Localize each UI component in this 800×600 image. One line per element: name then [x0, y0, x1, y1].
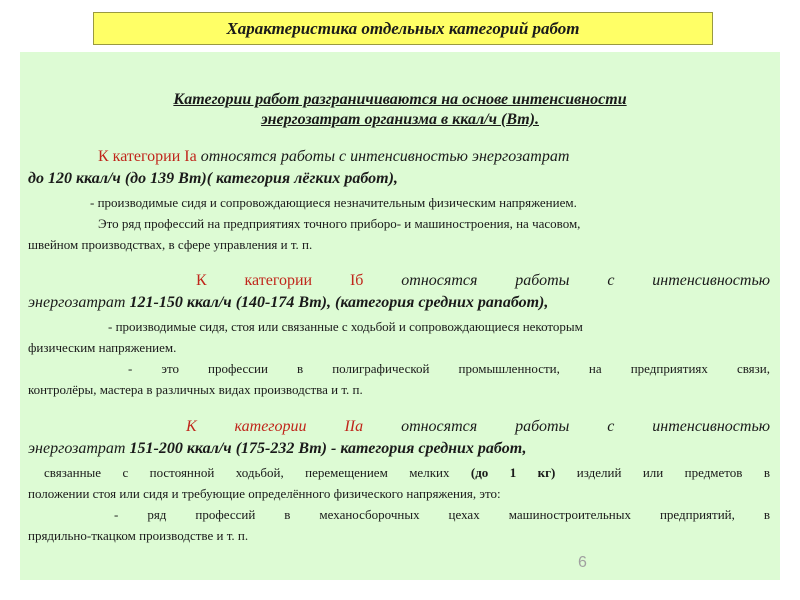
category-ia-bullet-1: - производимые сидя и сопровождающиеся незначительным физическим напряжением. — [90, 195, 577, 210]
category-ia-intro — [28, 146, 770, 190]
category-ia-line-2: до 120 ккал/ч (до 139 Вт)( категория лёгких работ), — [28, 170, 398, 187]
category-iia-text-2: положении стоя или сидя и требующие определённого физического напряжения, это: — [28, 486, 501, 501]
category-ia-label: К категории Iа — [98, 148, 197, 165]
category-ib-line-2-a: энергозатрат — [28, 294, 130, 311]
category-ib-details — [28, 316, 770, 400]
category-ib-line-1 — [28, 270, 770, 292]
category-ib-bullet-2-line-2: контролёры, мастера в различных видах производства и т. п. — [28, 382, 363, 397]
slide-title: Характеристика отдельных категорий работ — [93, 12, 713, 45]
category-ib-line-2-b: 121-150 ккал/ч (140-174 Вт), (категория средних рапабот), — [129, 294, 549, 311]
category-iia-intro — [28, 416, 770, 460]
category-iia-details — [28, 462, 770, 546]
category-ib-bullet-1-line-2: физическим напряжением. — [28, 340, 177, 355]
category-iia-text-1-c: изделий или предметов в — [576, 465, 770, 480]
category-ia-bullet-2-line-1: Это ряд профессий на предприятиях точного приборо- и машиностроения, на часовом, — [98, 216, 581, 231]
content-panel — [20, 52, 780, 580]
category-ib-bullet-1-line-1: - производимые сидя, стоя или связанные с ходьбой и сопровождающиеся некоторым — [108, 319, 583, 334]
category-iia-line-1-rest: относятся работы с интенсивностью — [401, 418, 771, 435]
category-ib-label: К категории Iб — [196, 272, 364, 289]
category-ia-line-1-rest: относятся работы с интенсивностью энергозатрат — [196, 148, 570, 165]
category-iia-text-1 — [28, 462, 770, 483]
category-ib-bullet-2-line-1: - это профессии в полиграфической промышленности, на предприятиях связи, — [128, 361, 770, 376]
category-iia-text-1-a: связанные с постоянной ходьбой, перемещением мелких — [44, 465, 450, 480]
category-iia-line-2-a: энергозатрат — [28, 440, 130, 457]
section-heading — [20, 90, 780, 130]
category-ia-bullet-2-line-2: швейном производствах, в сфере управления и т. п. — [28, 237, 313, 252]
category-ia-details — [28, 192, 770, 255]
category-ia-line-1 — [28, 146, 770, 168]
page-number: 6 — [578, 554, 587, 571]
category-iia-line-2 — [28, 438, 770, 460]
category-iia-line-1 — [28, 416, 770, 438]
category-iia-label: К категории IIа — [186, 418, 364, 435]
category-iia-line-2-b: 151-200 ккал/ч (175-232 Вт) - категория средних работ, — [129, 440, 527, 457]
category-ib-line-2 — [28, 292, 770, 314]
category-iia-bullet-1-line-2: прядильно-ткацком производстве и т. п. — [28, 528, 249, 543]
heading-line-2: энергозатрат организма в ккал/ч (Вт). — [261, 111, 539, 128]
category-ib-line-1-rest: относятся работы с интенсивностью — [401, 272, 770, 289]
category-iia-bullet-1-line-1: - ряд профессий в механосборочных цехах машиностроительных предприятий, в — [114, 507, 770, 522]
category-ib-intro — [28, 270, 770, 314]
category-iia-weight-limit: (до 1 кг) — [470, 465, 556, 480]
heading-line-1: Категории работ разграничиваются на основе интенсивности — [173, 91, 627, 108]
